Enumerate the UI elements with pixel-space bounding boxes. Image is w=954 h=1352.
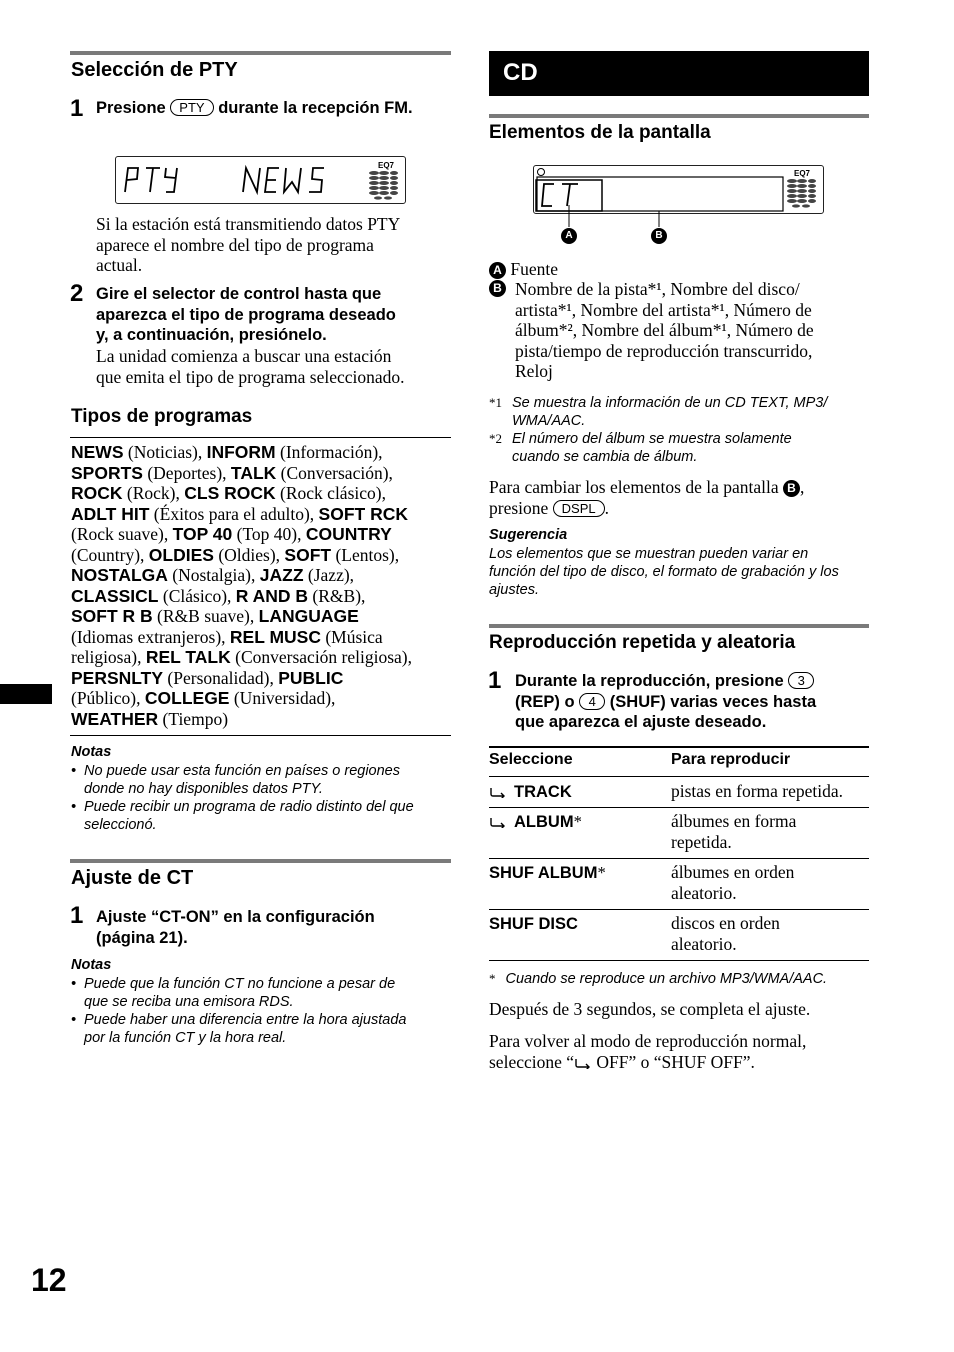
repeat-icon: [489, 787, 507, 798]
repro-step-text: [515, 671, 869, 733]
text-line: álbumes en forma: [671, 811, 797, 831]
text-line: artista*¹, Nombre del artista*¹, Número de: [515, 299, 812, 320]
notes-list-1: [71, 762, 451, 834]
program-code: JAZZ: [259, 565, 304, 585]
program-line: [71, 504, 451, 525]
text-line: que emita el tipo de programa seleccionado.: [96, 366, 405, 387]
marker-b: B: [783, 480, 800, 497]
table-header-select: Seleccione: [489, 751, 573, 768]
legend-a: [489, 259, 869, 280]
footnote-mark: *: [489, 971, 496, 986]
step-number: 1: [70, 95, 84, 122]
eq-label: EQ7: [378, 161, 395, 170]
section-rule: [489, 624, 869, 628]
text-line: y, a continuación, presiónelo.: [96, 326, 327, 344]
program-code: PERSNLTY: [71, 667, 164, 688]
text-line: aparezca el tipo de programa deseado: [96, 305, 396, 324]
program-desc: (Oldies),: [213, 544, 285, 565]
text-line: actual.: [96, 255, 143, 275]
program-line: [71, 442, 451, 463]
text-span: ,: [799, 477, 805, 497]
legend-b: [489, 279, 869, 382]
mode-label: SHUF DISC: [489, 915, 578, 933]
asterisk: *: [597, 863, 606, 882]
text-line: aleatorio.: [671, 933, 737, 954]
program-line: [71, 668, 451, 689]
mode-label: SHUF ALBUM: [489, 864, 598, 882]
program-desc: (Nostalgia),: [167, 565, 260, 585]
program-code: SOFT RCK: [318, 503, 408, 524]
text-line: cuando se cambia de álbum.: [512, 449, 698, 465]
program-code: WEATHER: [71, 708, 159, 729]
text-line: álbumes en orden: [671, 862, 795, 882]
volver-paragraph: [489, 1031, 869, 1072]
program-desc: (Jazz),: [303, 565, 355, 585]
key-3: 3: [788, 672, 814, 689]
program-line: [71, 483, 451, 504]
program-line: [71, 463, 451, 484]
divider: [70, 437, 451, 438]
table-cell-select: [489, 863, 606, 883]
text-line: El número del álbum se muestra solamente: [512, 431, 792, 447]
notes-list-2: [71, 975, 451, 1047]
text-line: No puede usar esta función en países o regiones: [84, 763, 400, 779]
program-line: [71, 586, 451, 607]
table-rule: [489, 909, 869, 910]
text-span: (SHUF) varias veces hasta: [609, 692, 817, 711]
tip-heading: Sugerencia: [489, 527, 568, 543]
section-rule: [489, 114, 869, 118]
program-desc: (Conversación religiosa),: [230, 647, 413, 667]
text-line: función del tipo de disco, el formato de grabación y los: [489, 564, 839, 580]
program-desc: (Idiomas extranjeros),: [71, 626, 230, 647]
program-desc: (Universidad),: [229, 688, 336, 708]
section-title-pty: Selección de PTY: [71, 59, 238, 81]
callout-a-marker: A: [561, 228, 577, 244]
program-code: CLASSICL: [71, 585, 159, 606]
program-desc: (Éxitos para el adulto),: [149, 503, 319, 524]
section-rule: [70, 51, 451, 55]
text-line: (página 21).: [96, 928, 188, 947]
page-number: 12: [31, 1262, 67, 1298]
text-line: discos en orden: [671, 913, 780, 933]
program-code: INFORM: [206, 442, 276, 462]
table-footnote: [489, 970, 869, 988]
despues-paragraph: Después de 3 segundos, se completa el ajuste.: [489, 999, 811, 1019]
program-code: LANGUAGE: [258, 606, 359, 626]
mode-label: ALBUM: [514, 813, 574, 831]
text-span: presione: [489, 497, 549, 518]
program-desc: (Lentos),: [331, 544, 400, 565]
bullet: •: [71, 763, 77, 779]
program-code: CLS ROCK: [184, 483, 276, 503]
program-code: NEWS: [71, 442, 124, 462]
program-desc: (Personalidad),: [163, 667, 279, 688]
table-cell-desc: [671, 913, 869, 954]
text-line: álbum*², Nombre del álbum*¹, Número de: [515, 320, 814, 340]
program-line: [71, 545, 451, 566]
eq-label: EQ7: [794, 169, 811, 178]
callout-b-marker: B: [651, 228, 667, 244]
text-line: Para volver al modo de reproducción normal,: [489, 1031, 807, 1051]
program-code: PUBLIC: [278, 667, 344, 688]
table-header-play: Para reproducir: [671, 751, 791, 768]
program-code: COLLEGE: [144, 688, 230, 708]
notes-heading: Notas: [71, 957, 112, 973]
section-title-elementos: Elementos de la pantalla: [489, 122, 711, 143]
tip-text: [489, 545, 869, 599]
text-line: WMA/AAC.: [512, 413, 586, 429]
step-1-text: [96, 98, 451, 119]
lcd-dot-grid: [369, 171, 398, 200]
text-line: Nombre de la pista*¹, Nombre del disco/: [515, 279, 800, 299]
note-item: [71, 798, 451, 834]
program-desc: (R&B),: [308, 585, 366, 606]
footnote-text: Cuando se reproduce un archivo MP3/WMA/AAC.: [505, 971, 828, 987]
step-number: 2: [70, 280, 84, 307]
pty-paragraph: [96, 214, 451, 276]
program-desc: (Tiempo): [158, 708, 229, 729]
text-line: Se muestra la información de un CD TEXT, MP3/: [512, 395, 828, 411]
legend-label: Fuente: [510, 259, 559, 279]
text-line: Ajuste “CT-ON” en la configuración: [96, 908, 375, 926]
program-desc: (Público),: [71, 688, 145, 708]
program-desc: religiosa),: [71, 647, 146, 667]
table-rule: [489, 807, 869, 808]
text-span: (REP) o: [515, 692, 575, 711]
side-tab-marker: [0, 684, 52, 704]
text-line: por la función CT y la hora real.: [84, 1030, 287, 1046]
text-line: Los elementos que se muestran pueden variar en: [489, 546, 809, 562]
footnote-mark: *2: [489, 431, 502, 446]
text-span: Para cambiar los elementos de la pantalla: [489, 477, 779, 497]
mode-label: TRACK: [514, 783, 572, 801]
footnote-mark: *1: [489, 395, 502, 410]
text-span: Durante la reproducción, presione: [515, 672, 784, 690]
pty-key: PTY: [170, 99, 213, 116]
program-code: TALK: [230, 462, 277, 483]
program-types-list: [71, 442, 451, 729]
program-desc: (Noticias),: [123, 442, 207, 462]
table-rule: [489, 746, 869, 748]
note-item: [71, 1011, 451, 1047]
text-span: seleccione “: [489, 1051, 575, 1072]
step-number: 1: [70, 902, 84, 929]
note-item: [71, 975, 451, 1011]
text-span: .: [604, 497, 610, 518]
section-title-ct: Ajuste de CT: [71, 867, 194, 889]
table-cell-desc: [671, 862, 869, 903]
program-code: SPORTS: [71, 462, 143, 483]
marker-a: A: [489, 262, 506, 279]
text-line: seleccionó.: [84, 817, 157, 833]
program-desc: (Información),: [275, 442, 383, 462]
text-line: que aparezca el ajuste deseado.: [515, 713, 767, 731]
table-rule: [489, 960, 869, 961]
program-line: [71, 565, 451, 586]
disc-indicator-icon: [538, 169, 545, 176]
table-cell-desc: [671, 781, 869, 802]
text-line: Puede recibir un programa de radio distinto del que: [84, 799, 414, 815]
program-line: [71, 688, 451, 709]
step-2-paragraph: [96, 346, 451, 387]
program-desc: (Rock suave),: [71, 524, 173, 544]
program-line: [71, 647, 451, 668]
program-desc: (Conversación),: [276, 462, 393, 483]
program-desc: (Música: [320, 626, 383, 647]
bullet: •: [71, 976, 77, 992]
text-span: OFF” o “SHUF OFF”.: [592, 1051, 755, 1072]
note-item: [71, 762, 451, 798]
program-code: SOFT R B: [71, 606, 153, 626]
step-text: Presione: [96, 99, 166, 117]
table-rule: [489, 858, 869, 859]
text-line: Puede que la función CT no funcione a pesar de: [84, 976, 396, 992]
footnote-1: [489, 394, 869, 430]
asterisk: *: [573, 812, 582, 831]
program-code: R AND B: [235, 585, 309, 606]
repeat-icon: [489, 817, 507, 828]
cd-title: CD: [503, 59, 538, 86]
program-desc: (Deportes),: [142, 462, 231, 483]
pty-display-illustration: [115, 156, 406, 204]
footnote-2: [489, 430, 869, 466]
text-line: La unidad comienza a buscar una estación: [96, 346, 392, 366]
section-rule: [70, 859, 451, 863]
table-cell-select: [489, 782, 572, 802]
repeat-icon: [574, 1058, 592, 1069]
program-desc: (Rock clásico),: [275, 483, 386, 503]
text-line: aleatorio.: [671, 882, 737, 903]
cambiar-paragraph: [489, 477, 869, 518]
program-line: [71, 627, 451, 648]
text-line: aparece el nombre del tipo de programa: [96, 234, 374, 255]
divider: [70, 735, 451, 736]
text-line: que se reciba una emisora RDS.: [84, 994, 294, 1010]
text-line: donde no hay disponibles datos PTY.: [84, 781, 323, 797]
program-line: [71, 709, 451, 730]
text-line: repetida.: [671, 831, 732, 852]
program-code: NOSTALGA: [71, 565, 168, 585]
table-cell-desc: [671, 811, 869, 852]
program-desc: (Rock),: [122, 483, 185, 503]
section-title-tipos: Tipos de programas: [71, 406, 253, 427]
cd-section-banner: [489, 51, 869, 96]
marker-b: B: [489, 280, 506, 297]
program-line: [71, 524, 451, 545]
text-line: Puede haber una diferencia entre la hora ajustada: [84, 1012, 407, 1028]
table-cell-select: [489, 914, 578, 934]
lcd-dot-grid: [787, 179, 816, 208]
bullet: •: [71, 1012, 77, 1028]
key-4: 4: [579, 693, 605, 710]
step-text: durante la recepción FM.: [218, 99, 413, 117]
program-code: TOP 40: [172, 524, 233, 544]
step-2-text: [96, 284, 451, 346]
program-code: ADLT HIT: [71, 503, 150, 524]
program-line: [71, 606, 451, 627]
program-desc: (Top 40),: [232, 524, 306, 544]
program-code: OLDIES: [148, 544, 214, 565]
program-code: SOFT: [284, 544, 332, 565]
program-code: REL MUSC: [229, 626, 321, 647]
table-rule: [489, 776, 869, 777]
program-desc: (R&B suave),: [152, 606, 259, 626]
pty-lcd-graphic: [116, 157, 405, 203]
text-line: Reloj: [515, 361, 553, 381]
program-code: REL TALK: [145, 647, 231, 667]
text-line: Gire el selector de control hasta que: [96, 285, 382, 303]
text-line: pistas en forma repetida.: [671, 781, 844, 801]
program-desc: (Clásico),: [158, 585, 236, 606]
bullet: •: [71, 799, 77, 815]
step-number: 1: [488, 667, 502, 694]
lcd-ct-glyphs: [542, 184, 578, 206]
text-line: Si la estación está transmitiendo datos PTY: [96, 214, 401, 234]
section-title-repro: Reproducción repetida y aleatoria: [489, 632, 796, 653]
program-code: COUNTRY: [305, 524, 392, 544]
notes-heading: Notas: [71, 744, 112, 760]
ct-step-text: [96, 907, 451, 948]
text-line: ajustes.: [489, 582, 539, 598]
table-cell-select: [489, 812, 582, 832]
program-desc: (Country),: [71, 544, 149, 565]
dspl-key: DSPL: [553, 500, 605, 517]
text-line: pista/tiempo de reproducción transcurrido,: [515, 340, 813, 361]
program-code: ROCK: [71, 483, 123, 503]
